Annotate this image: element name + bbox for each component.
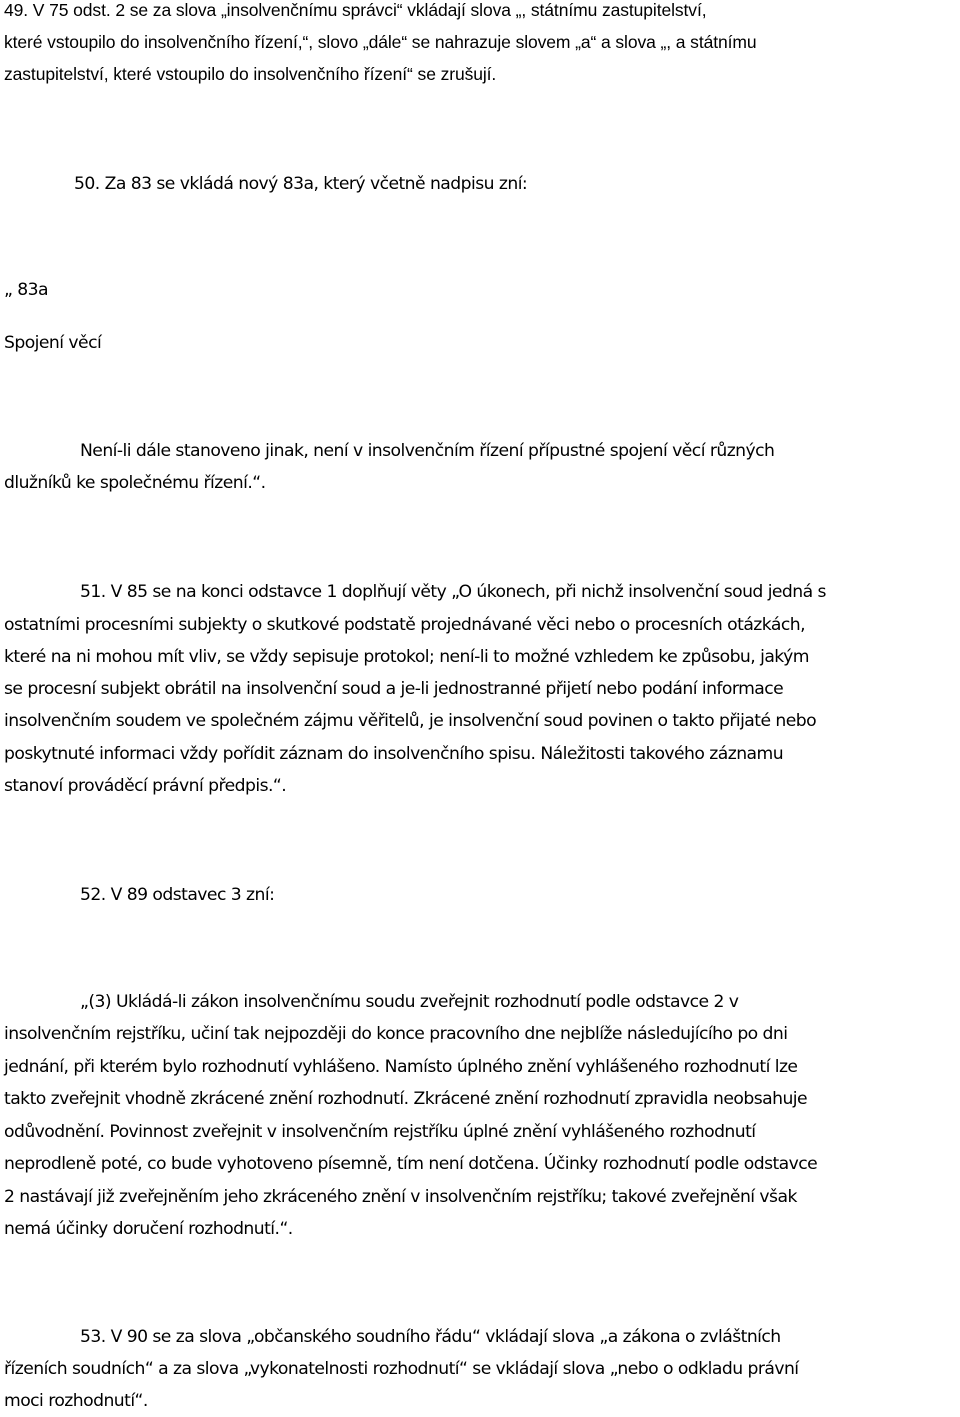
item-52-text-line-2: insolvenčním rejstříku, učiní tak nejpozději do konce pracovního dne nejblíže následujícího po dni — [4, 1024, 788, 1044]
section-83a-text-line-1: Není-li dále stanoveno jinak, není v insolvenčním řízení přípustné spojení věcí různých — [80, 441, 775, 461]
section-83a-text-line-2: dlužníků ke společnému řízení.“. — [4, 473, 266, 493]
item-51-line-2: ostatními procesními subjekty o skutkové podstatě projednávané věci nebo o procesních otázkách, — [4, 615, 806, 635]
item-49-line-3: zastupitelství, které vstoupilo do insolvenčního řízení“ se zrušují. — [4, 64, 497, 84]
item-51-line-4: se procesní subjekt obrátil na insolvenční soud a je-li jednostranné přijetí nebo podání informace — [4, 679, 784, 699]
item-51-line-1: 51. V 85 se na konci odstavce 1 doplňují věty „O úkonech, při nichž insolvenční soud jedná s — [80, 582, 826, 602]
item-52-text-line-5: odůvodnění. Povinnost zveřejnit v insolvenčním rejstříku úplné znění vyhlášeného rozhodnutí — [4, 1122, 756, 1142]
item-52-text-line-8: nemá účinky doručení rozhodnutí.“. — [4, 1219, 293, 1239]
item-53-line-1: 53. V 90 se za slova „občanského soudního řádu“ vkládají slova „a zákona o zvláštních — [80, 1327, 781, 1347]
section-83a-label: „ 83a — [4, 280, 49, 300]
item-51-line-7: stanoví prováděcí právní předpis.“. — [4, 776, 287, 796]
item-49-line-2: které vstoupilo do insolvenčního řízení,“, slovo „dále“ se nahrazuje slovem „a“ a slova „, a státnímu — [4, 32, 757, 52]
item-51-line-5: insolvenčním soudem ve společném zájmu věřitelů, je insolvenční soud povinen o takto přijaté nebo — [4, 711, 817, 731]
item-49-line-1: 49. V 75 odst. 2 se za slova „insolvenčnímu správci“ vkládají slova „, státnímu zastupitelství, — [4, 0, 707, 20]
item-52-text-line-6: neprodleně poté, co bude vyhotoveno písemně, tím není dotčena. Účinky rozhodnutí podle odstavce — [4, 1154, 818, 1174]
item-52-text-line-1: „(3) Ukládá-li zákon insolvenčnímu soudu zveřejnit rozhodnutí podle odstavce 2 v — [80, 992, 739, 1012]
item-52-text-line-3: jednání, při kterém bylo rozhodnutí vyhlášeno. Namísto úplného znění vyhlášeného rozhodnutí lze — [4, 1057, 798, 1077]
item-51-line-3: které na ni mohou mít vliv, se vždy sepisuje protokol; není-li to možné vzhledem ke způsobu, jakým — [4, 647, 809, 667]
item-53-line-3: moci rozhodnutí“. — [4, 1391, 148, 1411]
item-52-intro: 52. V 89 odstavec 3 zní: — [80, 885, 275, 905]
item-52-text-line-7: 2 nastávají již zveřejněním jeho zkráceného znění v insolvenčním rejstříku; takové zveřejnění však — [4, 1187, 797, 1207]
item-51-line-6: poskytnuté informaci vždy pořídit záznam do insolvenčního spisu. Náležitosti takového záznamu — [4, 744, 784, 764]
item-53-line-2: řízeních soudních“ a za slova „vykonatelnosti rozhodnutí“ se vkládají slova „nebo o odkladu právní — [4, 1359, 799, 1379]
item-50-intro: 50. Za 83 se vkládá nový 83a, který včetně nadpisu zní: — [74, 174, 528, 194]
item-52-text-line-4: takto zveřejnit vhodně zkrácené znění rozhodnutí. Zkrácené znění rozhodnutí zpravidla neobsahuje — [4, 1089, 808, 1109]
section-83a-heading: Spojení věcí — [4, 333, 102, 353]
